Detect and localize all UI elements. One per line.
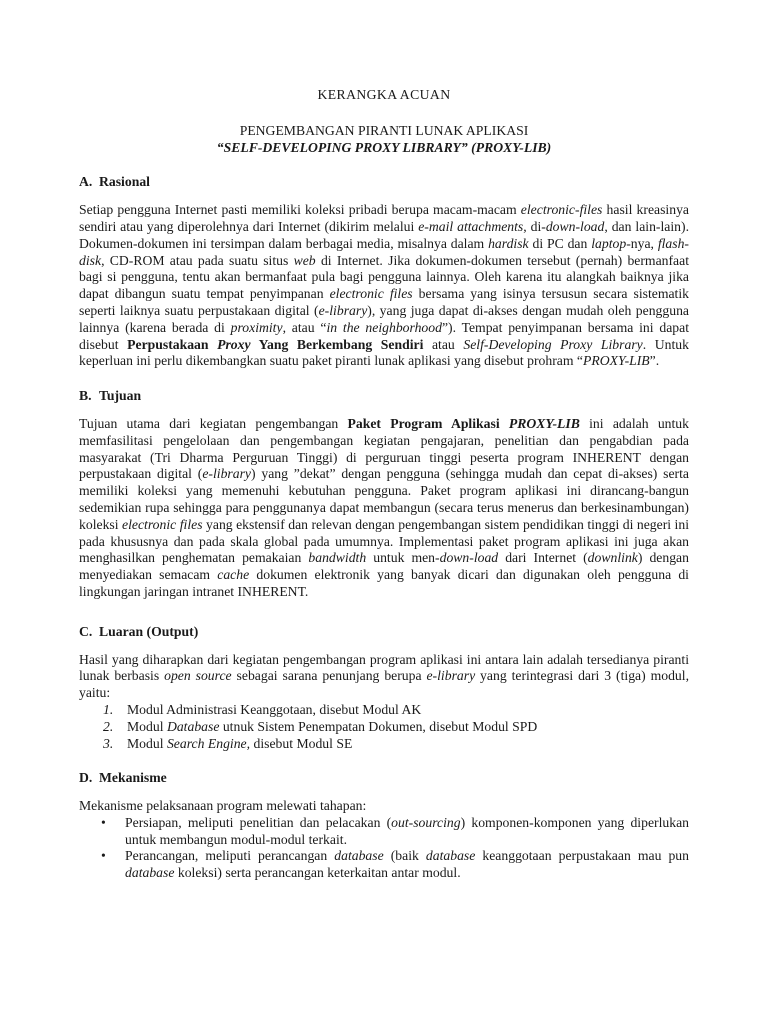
section-d-letter: D.	[79, 770, 93, 786]
list-number: 1.	[103, 701, 114, 717]
italic-term: out-sourcing	[391, 814, 461, 830]
section-a-title: Rasional	[99, 174, 150, 190]
text: disebut Modul SE	[250, 735, 353, 751]
section-a-letter: A.	[79, 174, 93, 190]
section-d-heading	[79, 770, 689, 787]
italic-term: e-mail attachments	[418, 218, 524, 234]
text: ”.	[649, 353, 660, 369]
text: ) yang ”dekat” dengan pengguna (sehingga mudah dan cepat di-akses) serta memiliki koleksi yang memenuhi kebutuhan pengguna. Paket program aplikasi ini dirancang-bangun sedemikian rupa sehingga para penggunanya dapat membangun (secara terus menerus dan berkesinambungan) koleksi	[79, 466, 689, 532]
bold-italic-term: PROXY-LIB	[508, 415, 580, 431]
section-b-paragraph	[79, 416, 689, 601]
bold-term: Paket Program Aplikasi	[347, 415, 509, 431]
italic-term: e-library	[202, 466, 251, 482]
text: di PC dan	[528, 235, 592, 251]
bold-term: Yang Berkembang Sendiri	[250, 336, 424, 352]
list-item	[103, 719, 689, 736]
document-page	[79, 84, 689, 882]
doc-title: KERANGKA ACUAN	[317, 87, 451, 102]
italic-term: down-load	[545, 218, 605, 234]
italic-term: Database	[166, 718, 220, 734]
text: di Internet. Jika dokumen-dokumen tersebut (pernah) bermanfaat bagi si pengguna, tentu akan bermanfaat pula bagi pengguna lainnya. Oleh karena itu alangkah baiknya jika dapat dibangun suatu tempat penyimpanan	[79, 252, 690, 302]
section-d-title: Mekanisme	[99, 770, 167, 786]
section-a-paragraph	[79, 202, 689, 370]
text: Modul	[127, 718, 167, 734]
text: yang terintegrasi dari 3 (tiga) modul, yaitu:	[79, 668, 689, 701]
output-module-list	[79, 702, 689, 752]
text: . Untuk keperluan ini perlu dikembangkan suatu paket piranti lunak aplikasi yang disebut prohram “	[79, 336, 689, 369]
text: sebagai sarana penunjang berupa	[231, 668, 427, 684]
text: dokumen elektronik yang banyak dicari dan digunakan oleh pengguna di lingkungan jaringan intranet INHERENT.	[79, 567, 689, 599]
bullet-icon: •	[101, 814, 106, 830]
text: , dan lain-lain). Dokumen-dokumen ini tersimpan dalam berbagai media, misalnya dalam	[79, 218, 689, 251]
text: , CD-ROM atau pada suatu situs	[101, 252, 294, 268]
italic-term: PROXY-LIB	[583, 353, 650, 369]
list-number: 3.	[103, 735, 114, 751]
italic-term: e-library	[318, 302, 368, 318]
section-c-heading	[79, 624, 689, 641]
text: yang ekstensif dan relevan dengan pengembangan sistem pendidikan tinggi di negeri ini pada khususnya dan pada skala global pada umumnya. Implementasi paket program aplikasi ini juga akan menghasilkan penghematan pemakaian	[79, 516, 690, 566]
bullet-icon: •	[101, 848, 106, 864]
italic-term: Search Engine,	[166, 735, 251, 751]
text: Tujuan utama dari kegiatan pengembangan	[79, 415, 348, 431]
italic-term: electronic-files	[520, 202, 603, 218]
italic-term: flash-disk	[79, 235, 689, 268]
text: dari Internet (	[498, 550, 588, 566]
italic-term: in the neighborhood	[326, 319, 442, 335]
italic-term: electronic files	[122, 516, 203, 532]
italic-term: Self-Developing Proxy Library	[463, 336, 643, 352]
text: , di-	[523, 218, 546, 234]
text: Hasil yang diharapkan dari kegiatan pengembangan program aplikasi ini antara lain adalah tersedianya piranti lunak berbasis	[79, 651, 689, 684]
section-c-title: Luaran (Output)	[99, 623, 199, 639]
section-a-heading	[79, 174, 689, 191]
list-item	[79, 848, 689, 882]
italic-term: web	[293, 252, 316, 268]
list-item	[103, 736, 689, 753]
text: (baik	[383, 848, 426, 864]
text: bersama yang isinya tersusun secara sistematik seperti laiknya suatu perpustakaan digital (	[79, 286, 689, 318]
text: Modul	[127, 735, 167, 751]
text: untuk men-	[366, 550, 440, 566]
text: ”). Tempat penyimpanan bersama ini dapat disebut	[79, 319, 690, 352]
bold-italic-term: Proxy	[217, 336, 251, 352]
italic-term: hardisk	[488, 235, 529, 251]
text: koleksi) serta perancangan keterkaitan antar modul.	[174, 865, 461, 881]
section-d-intro: Mekanisme pelaksanaan program melewati tahapan:	[79, 798, 367, 814]
italic-term: open source	[164, 668, 232, 684]
text: Perancangan, meliputi perancangan	[125, 848, 335, 864]
section-b-letter: B.	[79, 388, 92, 404]
text: Persiapan, meliputi penelitian dan pelacakan (	[125, 814, 392, 830]
italic-term: laptop	[591, 235, 627, 251]
list-item	[79, 815, 689, 849]
italic-term: database	[125, 865, 175, 881]
text: ) komponen-komponen yang diperlukan untuk membangun modul-modul terkait.	[125, 814, 689, 847]
text: ), yang juga dapat di-akses dengan mudah oleh pengguna lainnya (karena berada di	[79, 302, 689, 335]
italic-term: e-library	[426, 668, 476, 684]
italic-term: down-load	[439, 550, 499, 566]
text: Setiap pengguna Internet pasti memiliki koleksi pribadi berupa macam-macam	[79, 202, 521, 218]
section-c-letter: C.	[79, 623, 93, 639]
mechanism-list	[79, 815, 689, 882]
list-item	[103, 702, 689, 719]
italic-term: database	[334, 848, 384, 864]
text: atau	[423, 336, 464, 352]
section-c-paragraph	[79, 652, 689, 702]
text: ) dengan menyediakan semacam	[79, 550, 689, 583]
italic-term: electronic files	[329, 286, 413, 302]
text: Modul Administrasi Keanggotaan, disebut Modul AK	[127, 701, 422, 717]
list-number: 2.	[103, 718, 114, 734]
text: ini adalah untuk memfasilitasi pengelolaan dan pengembangan kegiatan pengajaran, penelitian dan pengabdian pada masyarakat (Tri Dharma Perguruan Tinggi) di perguruan tinggi peserta program INHERENT dengan perpustakaan digital (	[79, 415, 689, 482]
text: hasil kreasinya sendiri atau yang diperolehnya dari Internet (dikirim melalui	[79, 202, 689, 234]
italic-term: cache	[217, 567, 250, 583]
text: keanggotaan perpustakaan mau pun	[475, 848, 689, 864]
italic-term: bandwidth	[308, 550, 367, 566]
italic-term: database	[425, 848, 476, 864]
doc-subtitle: PENGEMBANGAN PIRANTI LUNAK APLIKASI	[239, 122, 529, 138]
section-b-title: Tujuan	[99, 388, 142, 404]
text: , atau “	[282, 319, 327, 335]
italic-term: proximity	[230, 319, 283, 335]
bold-term: Perpustakaan	[127, 336, 218, 352]
doc-subtitle-program: “SELF-DEVELOPING PROXY LIBRARY” (PROXY-LIB)	[216, 139, 552, 155]
italic-term: downlink	[587, 550, 638, 566]
text: utnuk Sistem Penempatan Dokumen, disebut Modul SPD	[219, 718, 538, 734]
text: -nya,	[626, 235, 658, 251]
section-b-heading	[79, 388, 689, 405]
